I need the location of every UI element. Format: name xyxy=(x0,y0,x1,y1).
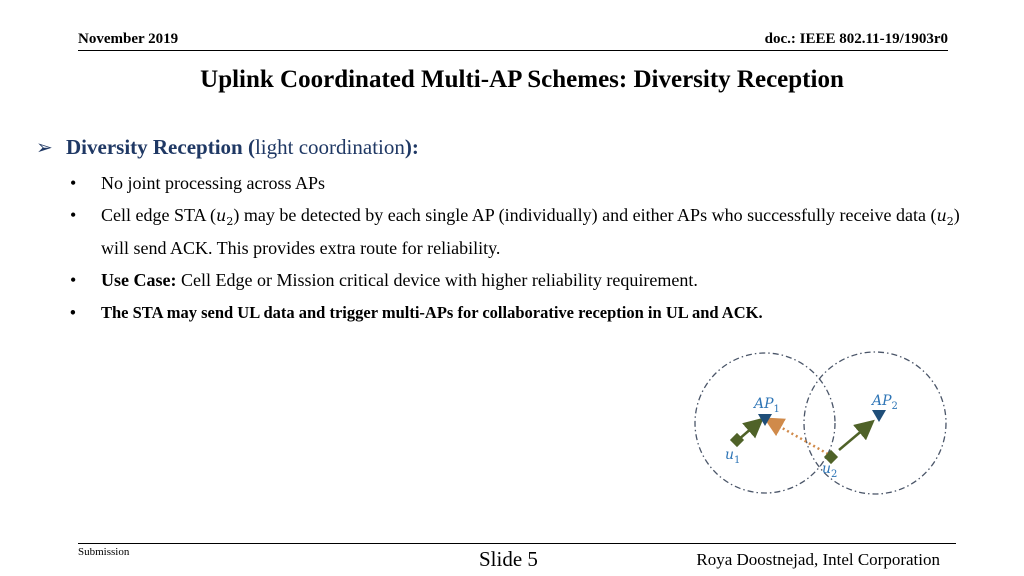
sub-bullet-4 xyxy=(70,299,970,326)
slide-title: Uplink Coordinated Multi-AP Schemes: Diversity Reception xyxy=(200,66,844,93)
u1-label-sub: 1 xyxy=(734,455,741,466)
ap2-label-sub: 2 xyxy=(891,401,898,412)
slide-number: Slide 5 xyxy=(479,547,538,571)
diagram-svg xyxy=(688,350,954,500)
math-u-a: u xyxy=(216,206,227,225)
bullet-dot-icon: • xyxy=(70,173,77,193)
u2-to-ap2-arrow xyxy=(839,423,871,450)
sub-bullet-text: The STA may send UL data and trigger multi-APs for collaborative reception in UL and ACK. xyxy=(101,303,763,323)
main-bullet-label: Diversity Reception xyxy=(66,135,243,159)
ap2-label xyxy=(870,393,898,412)
paren-close: ): xyxy=(404,135,419,159)
bullet-dot-icon: • xyxy=(70,303,76,323)
header-divider xyxy=(78,50,948,51)
u2-label xyxy=(822,461,837,480)
math-u2-a xyxy=(216,206,234,229)
paren-open: ( xyxy=(242,135,255,159)
math-u2-b xyxy=(936,206,954,229)
sub-bullet-text-a: Cell edge STA ( xyxy=(101,205,217,225)
use-case-label: Use Case: xyxy=(101,270,177,291)
sub-bullet-1 xyxy=(70,170,970,197)
sub-bullet-list xyxy=(70,170,970,331)
header-date: November 2019 xyxy=(78,31,179,47)
footer-author: Roya Doostnejad, Intel Corporation xyxy=(696,550,940,569)
u2-label-base: u xyxy=(822,461,832,477)
arrow-bullet-icon: ➢ xyxy=(36,137,53,159)
sub-bullet-3 xyxy=(70,267,970,294)
sub-bullet-text-b: ) may be detected by each single AP (individually) and either APs who successfully receive data ( xyxy=(233,205,937,225)
ap1-label-base: AP xyxy=(754,396,774,412)
sub-bullet-2 xyxy=(70,202,970,262)
u1-label xyxy=(725,447,740,466)
footer-divider xyxy=(78,543,956,544)
u2-to-ap1-dotted-arrow xyxy=(768,420,828,454)
u1-to-ap1-arrow xyxy=(738,421,760,440)
use-case-text: Cell Edge or Mission critical device with higher reliability requirement. xyxy=(176,270,698,291)
math-u-b-sub: 2 xyxy=(946,215,954,229)
multi-ap-diagram xyxy=(688,350,954,500)
ap2-label-base: AP xyxy=(872,393,892,409)
bullet-dot-icon: • xyxy=(70,205,77,225)
sub-bullet-text: No joint processing across APs xyxy=(101,173,325,193)
ap1-label xyxy=(752,396,780,415)
header-doc-id: doc.: IEEE 802.11-19/1903r0 xyxy=(764,31,948,47)
ap2-icon xyxy=(872,410,886,422)
ap1-icon xyxy=(758,414,772,426)
math-u-a-sub: 2 xyxy=(226,215,234,229)
math-u-b: u xyxy=(936,206,947,225)
main-bullet-paren-text: light coordination xyxy=(254,135,405,159)
sub-bullet-text-c: ) will send ACK. This provides extra route for reliability. xyxy=(101,205,960,259)
u2-label-sub: 2 xyxy=(831,469,838,480)
ap1-label-sub: 1 xyxy=(773,404,780,415)
footer-submission: Submission xyxy=(78,546,130,558)
u1-label-base: u xyxy=(725,447,735,463)
main-bullet xyxy=(36,135,419,160)
bullet-dot-icon: • xyxy=(70,270,77,291)
